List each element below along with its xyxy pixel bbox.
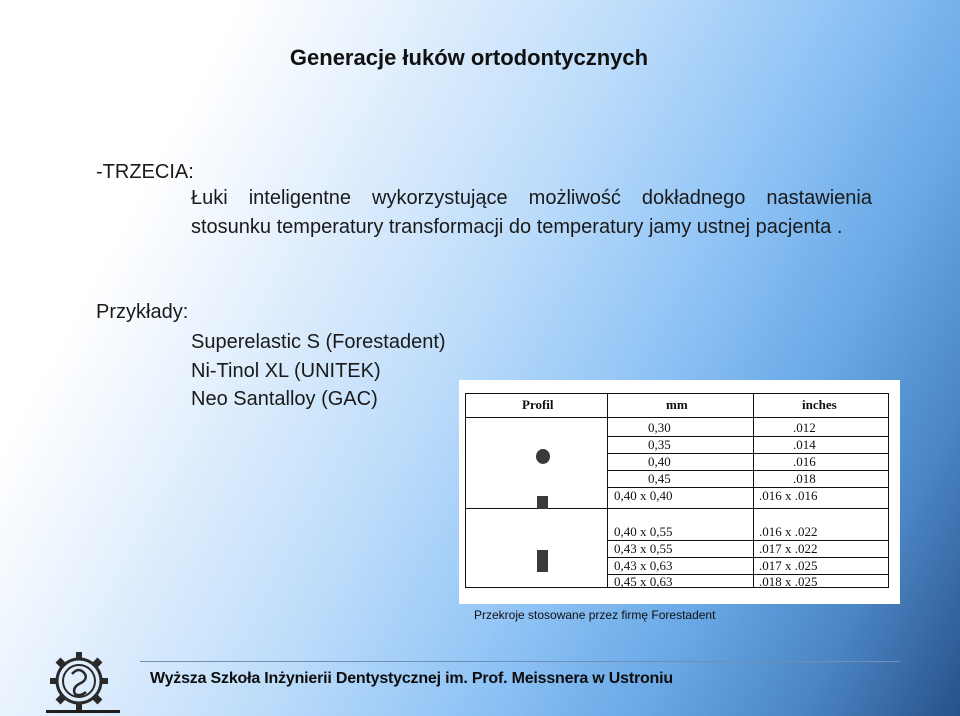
table-header (466, 394, 888, 418)
table-cell-mm: 0,43 x 0,63 (614, 558, 673, 573)
logo-underline (46, 710, 120, 713)
example-item: Ni-Tinol XL (UNITEK) (191, 359, 381, 382)
table-cell-inches: .012 (793, 420, 816, 435)
header-mm: mm (666, 397, 688, 412)
column-divider (607, 394, 608, 587)
table-cell-inches: .014 (793, 437, 816, 452)
table-cell-inches: .018 x .025 (759, 574, 818, 589)
example-item: Superelastic S (Forestadent) (191, 331, 446, 353)
table-cell-mm: 0,35 (648, 437, 671, 452)
example-item: Neo Santalloy (GAC) (191, 388, 378, 410)
table-cell-mm: 0,45 (648, 471, 671, 486)
column-divider (753, 394, 754, 587)
profile-table (465, 393, 889, 588)
school-gear-logo-icon (48, 650, 110, 712)
section-divider (466, 508, 888, 509)
square-profile-icon (537, 496, 548, 509)
examples-label: Przykłady: (96, 301, 189, 323)
rectangular-profile-icon (537, 550, 548, 572)
table-cell-mm: 0,43 x 0,55 (614, 541, 673, 556)
table-cell-inches: .016 x .022 (759, 524, 818, 539)
table-cell-inches: .017 x .022 (759, 541, 818, 556)
examples-list (191, 328, 446, 414)
table-cell-inches: .018 (793, 471, 816, 486)
section-heading: -TRZECIA: (96, 161, 194, 183)
table-cell-inches: .017 x .025 (759, 558, 818, 573)
footer-divider (140, 661, 900, 662)
table-cell-mm: 0,40 x 0,40 (614, 488, 673, 503)
profile-table-image (459, 380, 900, 604)
table-cell-mm: 0,45 x 0,63 (614, 574, 673, 589)
table-caption: Przekroje stosowane przez firmę Forestadent (474, 608, 716, 622)
slide-title: Generacje łuków ortodontycznych (289, 45, 649, 70)
header-inches: inches (802, 397, 837, 412)
table-cell-mm: 0,30 (648, 420, 671, 435)
section-paragraph: Łuki inteligentne wykorzystujące możliwość dokładnego nastawienia stosunku temperatury transformacji do temperatury jamy ustnej pacjenta . (191, 187, 872, 238)
table-cell-mm: 0,40 x 0,55 (614, 524, 673, 539)
table-cell-inches: .016 x .016 (759, 488, 818, 503)
header-profile: Profil (522, 397, 554, 412)
table-cell-mm: 0,40 (648, 454, 671, 469)
table-cell-inches: .016 (793, 454, 816, 469)
footer-institution: Wyższa Szkoła Inżynierii Dentystycznej im. Prof. Meissnera w Ustroniu (150, 670, 673, 687)
round-profile-icon (536, 449, 550, 464)
